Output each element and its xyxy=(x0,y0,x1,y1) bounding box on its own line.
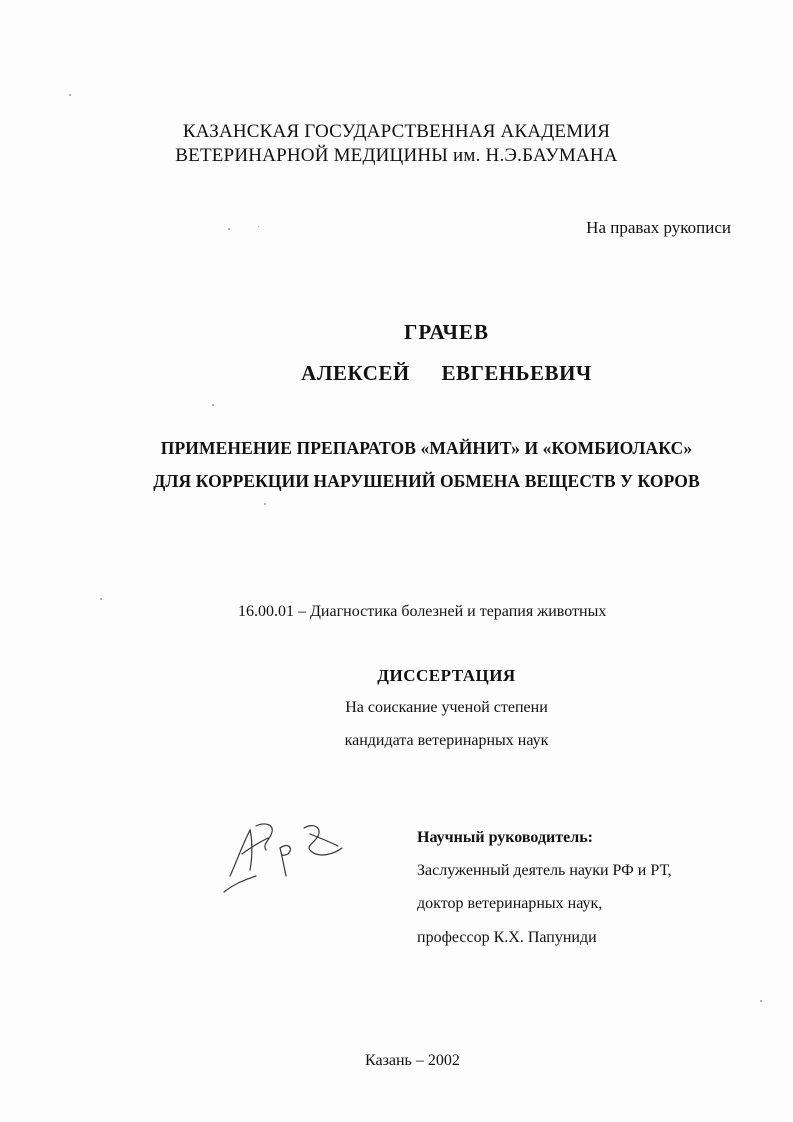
manuscript-rights-note: На правах рукописи xyxy=(586,218,731,237)
dissertation-title-line1: ПРИМЕНЕНИЕ ПРЕПАРАТОВ «МАЙНИТ» И «КОМБИОЛАКС» xyxy=(160,438,693,458)
dissertation-title-line2: ДЛЯ КОРРЕКЦИИ НАРУШЕНИЙ ОБМЕНА ВЕЩЕСТВ У КОРОВ xyxy=(153,471,700,491)
city-year: Казань – 2002 xyxy=(365,1052,460,1069)
supervisor-name: профессор К.Х. Папуниди xyxy=(417,929,597,946)
dissertation-label: ДИССЕРТАЦИЯ xyxy=(377,666,516,685)
supervisor-title-line1: Заслуженный деятель науки РФ и РТ, xyxy=(417,862,672,879)
scan-speck xyxy=(212,404,214,406)
degree-line2: кандидата ветеринарных наук xyxy=(344,732,549,749)
author-surname: ГРАЧЕВ xyxy=(404,320,489,344)
institution-name-line1: КАЗАНСКАЯ ГОСУДАРСТВЕННАЯ АКАДЕМИЯ xyxy=(182,121,611,142)
author-given-names: АЛЕКСЕЙ ЕВГЕНЬЕВИЧ xyxy=(301,361,592,385)
scan-speck xyxy=(760,1000,762,1002)
author-signature xyxy=(222,818,352,898)
scan-speck xyxy=(258,226,259,227)
specialty-code: 16.00.01 – Диагностика болезней и терапия животных xyxy=(238,603,607,620)
scan-speck xyxy=(100,598,102,600)
supervisor-heading: Научный руководитель: xyxy=(417,829,593,846)
institution-name-line2: ВЕТЕРИНАРНОЙ МЕДИЦИНЫ им. Н.Э.БАУМАНА xyxy=(175,145,618,166)
supervisor-title-line2: доктор ветеринарных наук, xyxy=(417,895,603,912)
scan-speck xyxy=(69,94,71,96)
scan-speck xyxy=(228,228,230,230)
scan-speck xyxy=(264,503,266,505)
degree-line1: На соискание ученой степени xyxy=(345,699,548,716)
